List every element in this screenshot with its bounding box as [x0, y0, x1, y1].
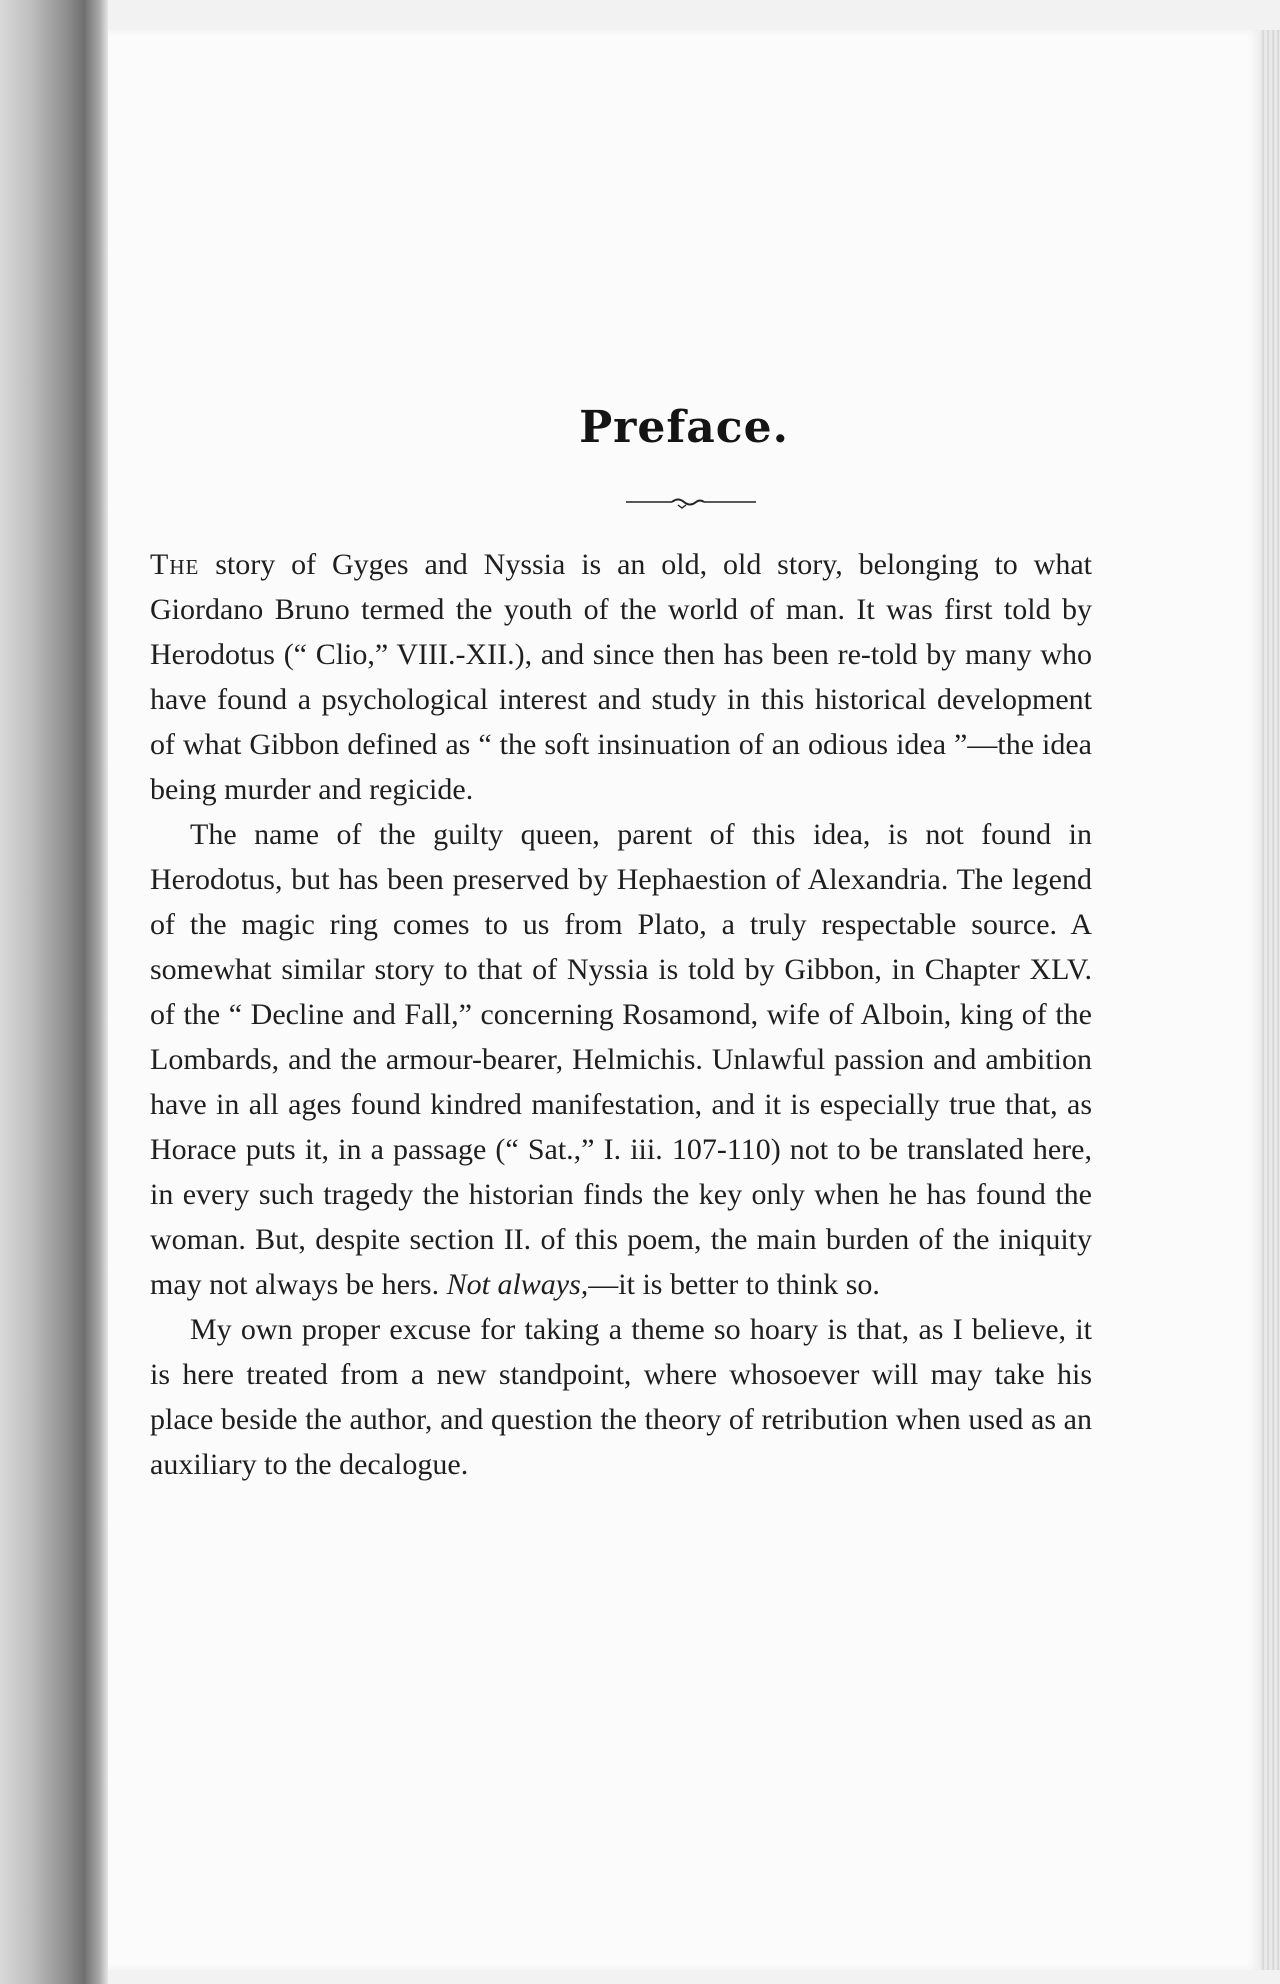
paragraph-italic-phrase: Not always, — [446, 1268, 589, 1301]
paragraph-2 — [150, 812, 1092, 1307]
paragraph-text: My own proper excuse for taking a theme so hoary is that, as I believe, it is here treated from a new standpoint, where whosoever will may take his place beside the author, and question the theory of retribution when used as an auxiliary to the decalogue. — [150, 1313, 1092, 1481]
page-title: Preface. — [579, 402, 789, 453]
paragraph-text: story of Gyges and Nyssia is an old, old story, belonging to what Giordano Bruno termed the youth of the world of man. It was first told by Herodotus (“ Clio,” VIII.-XII.), and since then has been re-told by many who have found a psychological interest and study in this historical development of what Gibbon defined as “ the soft insinuation of an odious idea ”—the idea being murder and regicide. — [150, 548, 1092, 806]
paragraph-3 — [150, 1307, 1092, 1487]
paragraph-1 — [150, 542, 1092, 812]
decorative-rule-icon — [626, 496, 756, 510]
paragraph-tail: —it is better to think so. — [588, 1268, 880, 1301]
paragraph-text: The name of the guilty queen, parent of this idea, is not found in Herodotus, but has been preserved by Hephaestion of Alexandria. The legend of the magic ring comes to us from Plato, a truly respectable source. A somewhat similar story to that of Nyssia is told by Gibbon, in Chapter XLV. of the “ Decline and Fall,” concerning Rosamond, wife of Alboin, king of the Lombards, and the armour-bearer, Helmichis. Unlawful passion and ambition have in all ages found kindred manifestation, and it is especially true that, as Horace puts it, in a passage (“ Sat.,” I. iii. 107-110) not to be translated here, in every such tragedy the historian finds the key only when he has found the woman. But, despite section II. of this poem, the main burden of the iniquity may not always be hers. — [150, 818, 1092, 1301]
paragraph-lead-word: The — [150, 548, 200, 581]
preface-body — [150, 542, 1092, 1487]
page-edges — [1260, 30, 1280, 1970]
book-spine — [0, 0, 108, 1984]
book-page — [108, 30, 1263, 1970]
